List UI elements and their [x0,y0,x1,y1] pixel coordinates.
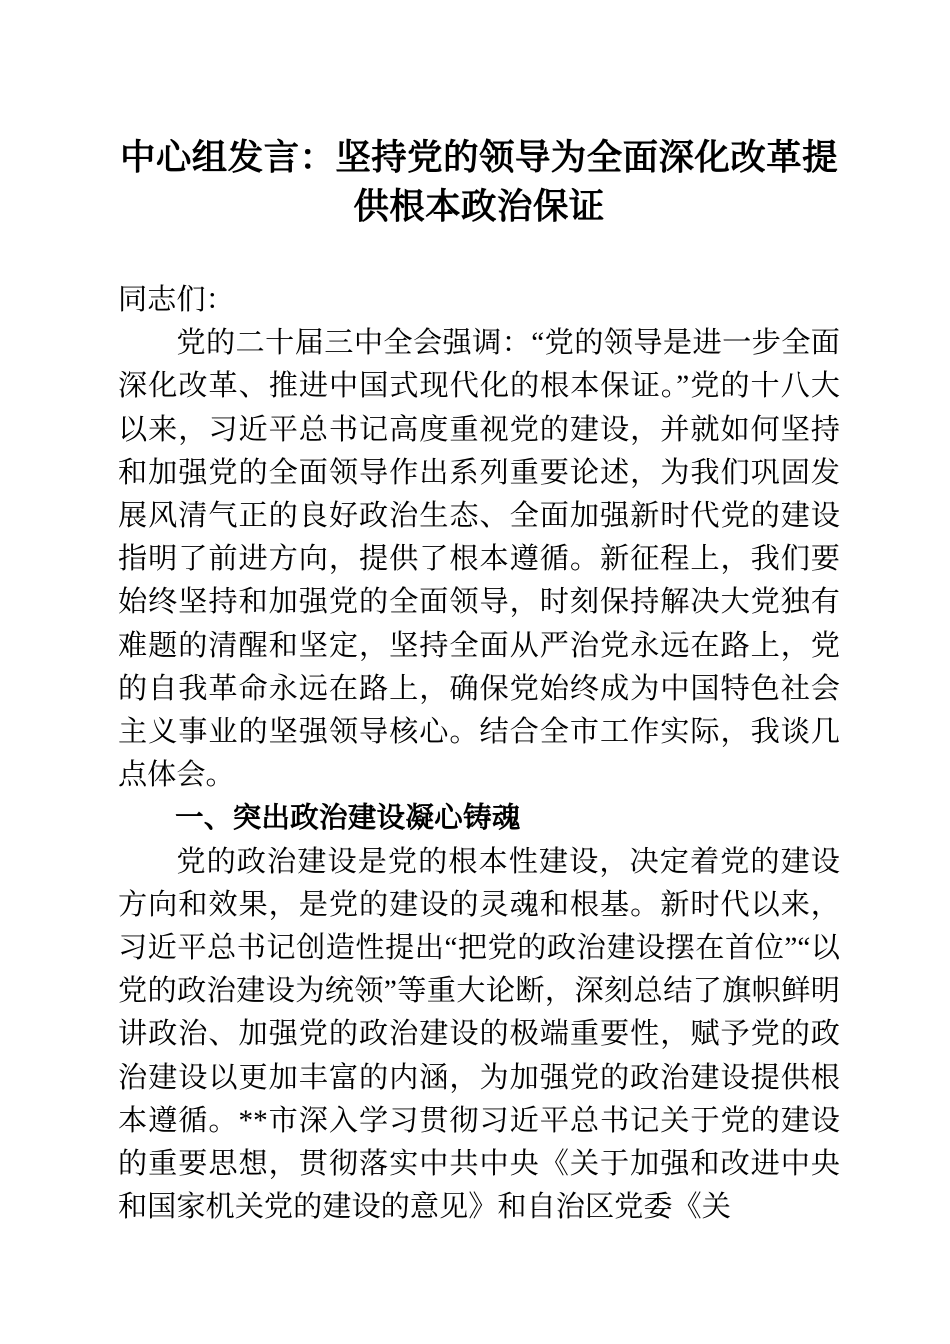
paragraph-1: 党的二十届三中全会强调：“党的领导是进一步全面深化改革、推进中国式现代化的根本保证。”党的十八大以来，习近平总书记高度重视党的建设，并就如何坚持和加强党的全面领导作出系列重要论述，为我们巩固发展风清气正的良好政治生态、全面加强新时代党的建设指明了前进方向，提供了根本遵循。新征程上，我们要始终坚持和加强党的全面领导，时刻保持解决大党独有难题的清醒和坚定，坚持全面从严治党永远在路上，党的自我革命永远在路上，确保党始终成为中国特色社会主义事业的坚强领导核心。结合全市工作实际，我谈几点体会。 [118,327,840,792]
page-title: 中心组发言：坚持党的领导为全面深化改革提供根本政治保证 [119,137,838,227]
title-spacer [118,231,840,279]
salutation: 同志们： [118,284,235,316]
section-heading-1: 一、突出政治建设凝心铸魂 [175,802,521,835]
paragraph-2: 党的政治建设是党的根本性建设，决定着党的建设方向和效果，是党的建设的灵魂和根基。新时代以来，习近平总书记创造性提出“把党的政治建设摆在首位”“以党的政治建设为统领”等重大论断，深刻总结了旗帜鲜明讲政治、加强党的政治建设的极端重要性，赋予党的政治建设以更加丰富的内涵，为加强党的政治建设提供根本遵循。**市深入学习贯彻习近平总书记关于党的建设的重要思想，贯彻落实中共中央《关于加强和改进中央和国家机关党的建设的意见》和自治区党委《关 [118,845,840,1224]
document-body [118,0,840,1229]
